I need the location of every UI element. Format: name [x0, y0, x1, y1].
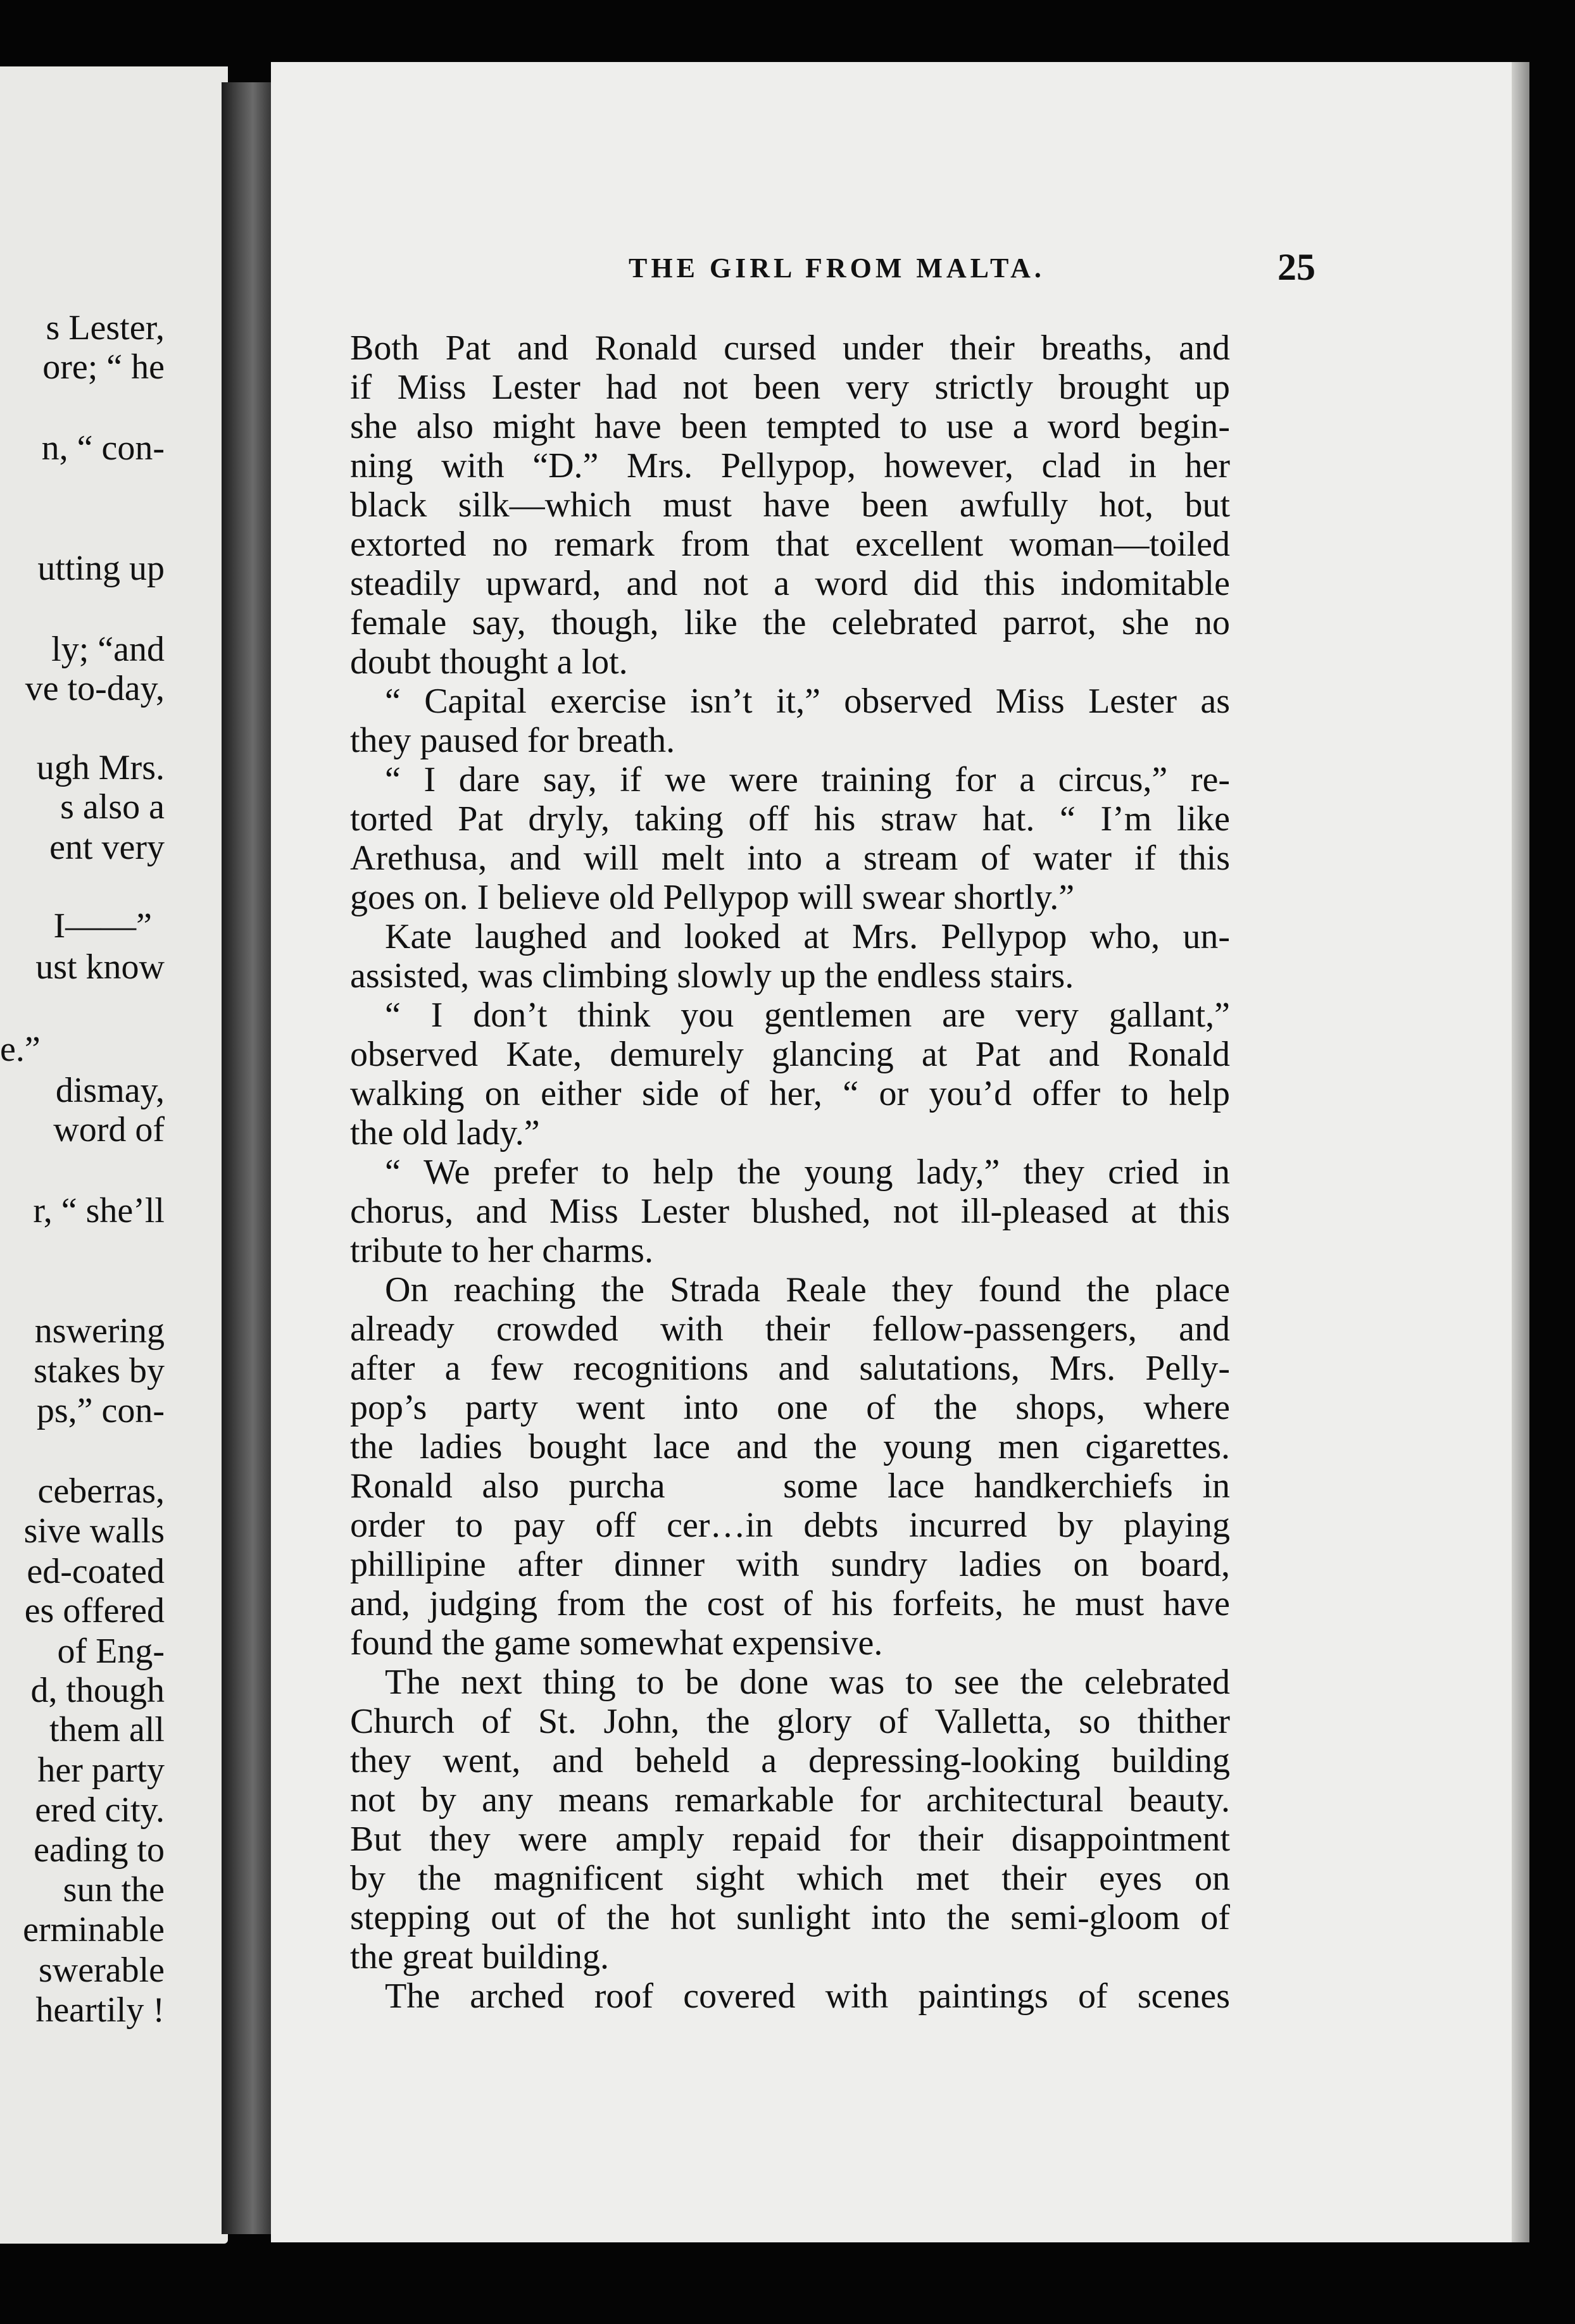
text-line: the old lady.” [350, 1113, 540, 1153]
text-line: the ladies bought lace and the young men cigarettes. [350, 1427, 1230, 1466]
left-fragment: ered city. [35, 1790, 165, 1830]
left-fragment: word of [53, 1110, 165, 1149]
text-line: pop’s party went into one of the shops, where [350, 1388, 1230, 1427]
text-line: they went, and beheld a depressing-looking building [350, 1741, 1230, 1780]
text-line: steadily upward, and not a word did this indomitable [350, 564, 1230, 603]
left-fragment: es offered [24, 1591, 165, 1630]
text-line: already crowded with their fellow-passengers, and [350, 1309, 1230, 1349]
text-line: goes on. I believe old Pellypop will swear shortly.” [350, 878, 1075, 917]
text-line: ning with “D.” Mrs. Pellypop, however, clad in her [350, 446, 1230, 485]
left-fragment: swerable [38, 1951, 165, 1990]
text-line: But they were amply repaid for their disappointment [350, 1820, 1230, 1859]
left-fragment: dismay, [55, 1071, 165, 1110]
text-line: by the magnificent sight which met their eyes on [350, 1859, 1230, 1898]
left-fragment: ps,” con- [36, 1391, 165, 1430]
text-line: “ I don’t think you gentlemen are very gallant,” [385, 996, 1230, 1035]
text-line: female say, though, like the celebrated parrot, she no [350, 603, 1230, 642]
left-fragment: d, though [30, 1671, 165, 1710]
text-line: torted Pat dryly, taking off his straw hat. “ I’m like [350, 799, 1230, 839]
right-page [271, 62, 1512, 2242]
left-fragment: e.” [0, 1030, 41, 1069]
text-line: extorted no remark from that excellent woman—toiled [350, 525, 1230, 564]
text-line: stepping out of the hot sunlight into the semi-gloom of [350, 1898, 1230, 1937]
text-line: if Miss Lester had not been very strictly brought up [350, 368, 1230, 407]
text-line: Church of St. John, the glory of Valletta, so thither [350, 1702, 1230, 1741]
text-line: she also might have been tempted to use a word begin- [350, 407, 1230, 446]
left-fragment: sive walls [23, 1511, 165, 1551]
text-line: chorus, and Miss Lester blushed, not ill-pleased at this [350, 1192, 1230, 1231]
left-fragment: n, “ con- [41, 428, 165, 468]
left-fragment: s also a [60, 787, 165, 827]
text-line: tribute to her charms. [350, 1231, 653, 1270]
page-number: 25 [1277, 246, 1315, 288]
text-line: doubt thought a lot. [350, 642, 628, 682]
text-line: black silk—which must have been awfully hot, but [350, 485, 1230, 525]
text-line: phillipine after dinner with sundry ladies on board, [350, 1545, 1230, 1584]
text-line: order to pay off cer…in debts incurred by playing [350, 1506, 1230, 1545]
text-line: found the game somewhat expensive. [350, 1623, 883, 1663]
left-fragment: s Lester, [46, 308, 165, 347]
text-line: observed Kate, demurely glancing at Pat and Ronald [350, 1035, 1230, 1074]
left-fragment: ceberras, [37, 1471, 165, 1511]
left-fragment: heartily ! [35, 1990, 165, 2030]
text-line: “ We prefer to help the young lady,” they cried in [385, 1153, 1230, 1192]
text-line: assisted, was climbing slowly up the endless stairs. [350, 956, 1074, 996]
text-line: The arched roof covered with paintings of scenes [385, 1977, 1230, 2016]
text-line: Both Pat and Ronald cursed under their breaths, and [350, 328, 1230, 368]
text-line: walking on either side of her, “ or you’d offer to help [350, 1074, 1230, 1113]
left-fragment: them all [49, 1710, 165, 1749]
running-title: THE GIRL FROM MALTA. [629, 253, 1045, 284]
left-fragment: stakes by [34, 1351, 165, 1390]
left-fragment: ust know [35, 947, 165, 987]
left-fragment: I——” [53, 906, 152, 946]
left-fragment: ugh Mrs. [36, 748, 165, 787]
text-line: On reaching the Strada Reale they found the place [385, 1270, 1230, 1309]
left-fragment: of Eng- [57, 1632, 165, 1671]
left-fragment: ore; “ he [42, 347, 165, 387]
left-fragment: her party [37, 1751, 165, 1790]
left-fragment: ly; “and [51, 630, 165, 669]
text-line: Kate laughed and looked at Mrs. Pellypop who, un- [385, 917, 1230, 956]
left-fragment: ve to-day, [25, 669, 165, 708]
left-fragment: sun the [63, 1870, 165, 1909]
left-fragment: r, “ she’ll [33, 1191, 165, 1230]
left-fragment: nswering [34, 1311, 165, 1351]
left-fragment: erminable [23, 1910, 165, 1949]
text-line: “ Capital exercise isn’t it,” observed Miss Lester as [385, 682, 1230, 721]
book-gutter [222, 82, 279, 2234]
text-line: Arethusa, and will melt into a stream of water if this [350, 839, 1230, 878]
text-line: not by any means remarkable for architectural beauty. [350, 1780, 1230, 1820]
left-fragment: ed-coated [27, 1552, 165, 1591]
left-fragment: eading to [34, 1830, 165, 1870]
text-line: “ I dare say, if we were training for a circus,” re- [385, 760, 1230, 799]
text-line: The next thing to be done was to see the celebrated [385, 1663, 1230, 1702]
left-fragment: ent very [49, 828, 165, 867]
text-line: and, judging from the cost of his forfeits, he must have [350, 1584, 1230, 1623]
text-line: Ronald also purcha some lace handkerchiefs in [350, 1466, 1230, 1506]
text-line: the great building. [350, 1937, 610, 1977]
left-fragment: utting up [37, 549, 165, 588]
left-page [0, 66, 228, 2244]
text-line: they paused for breath. [350, 721, 675, 760]
text-line: after a few recognitions and salutations, Mrs. Pelly- [350, 1349, 1230, 1388]
